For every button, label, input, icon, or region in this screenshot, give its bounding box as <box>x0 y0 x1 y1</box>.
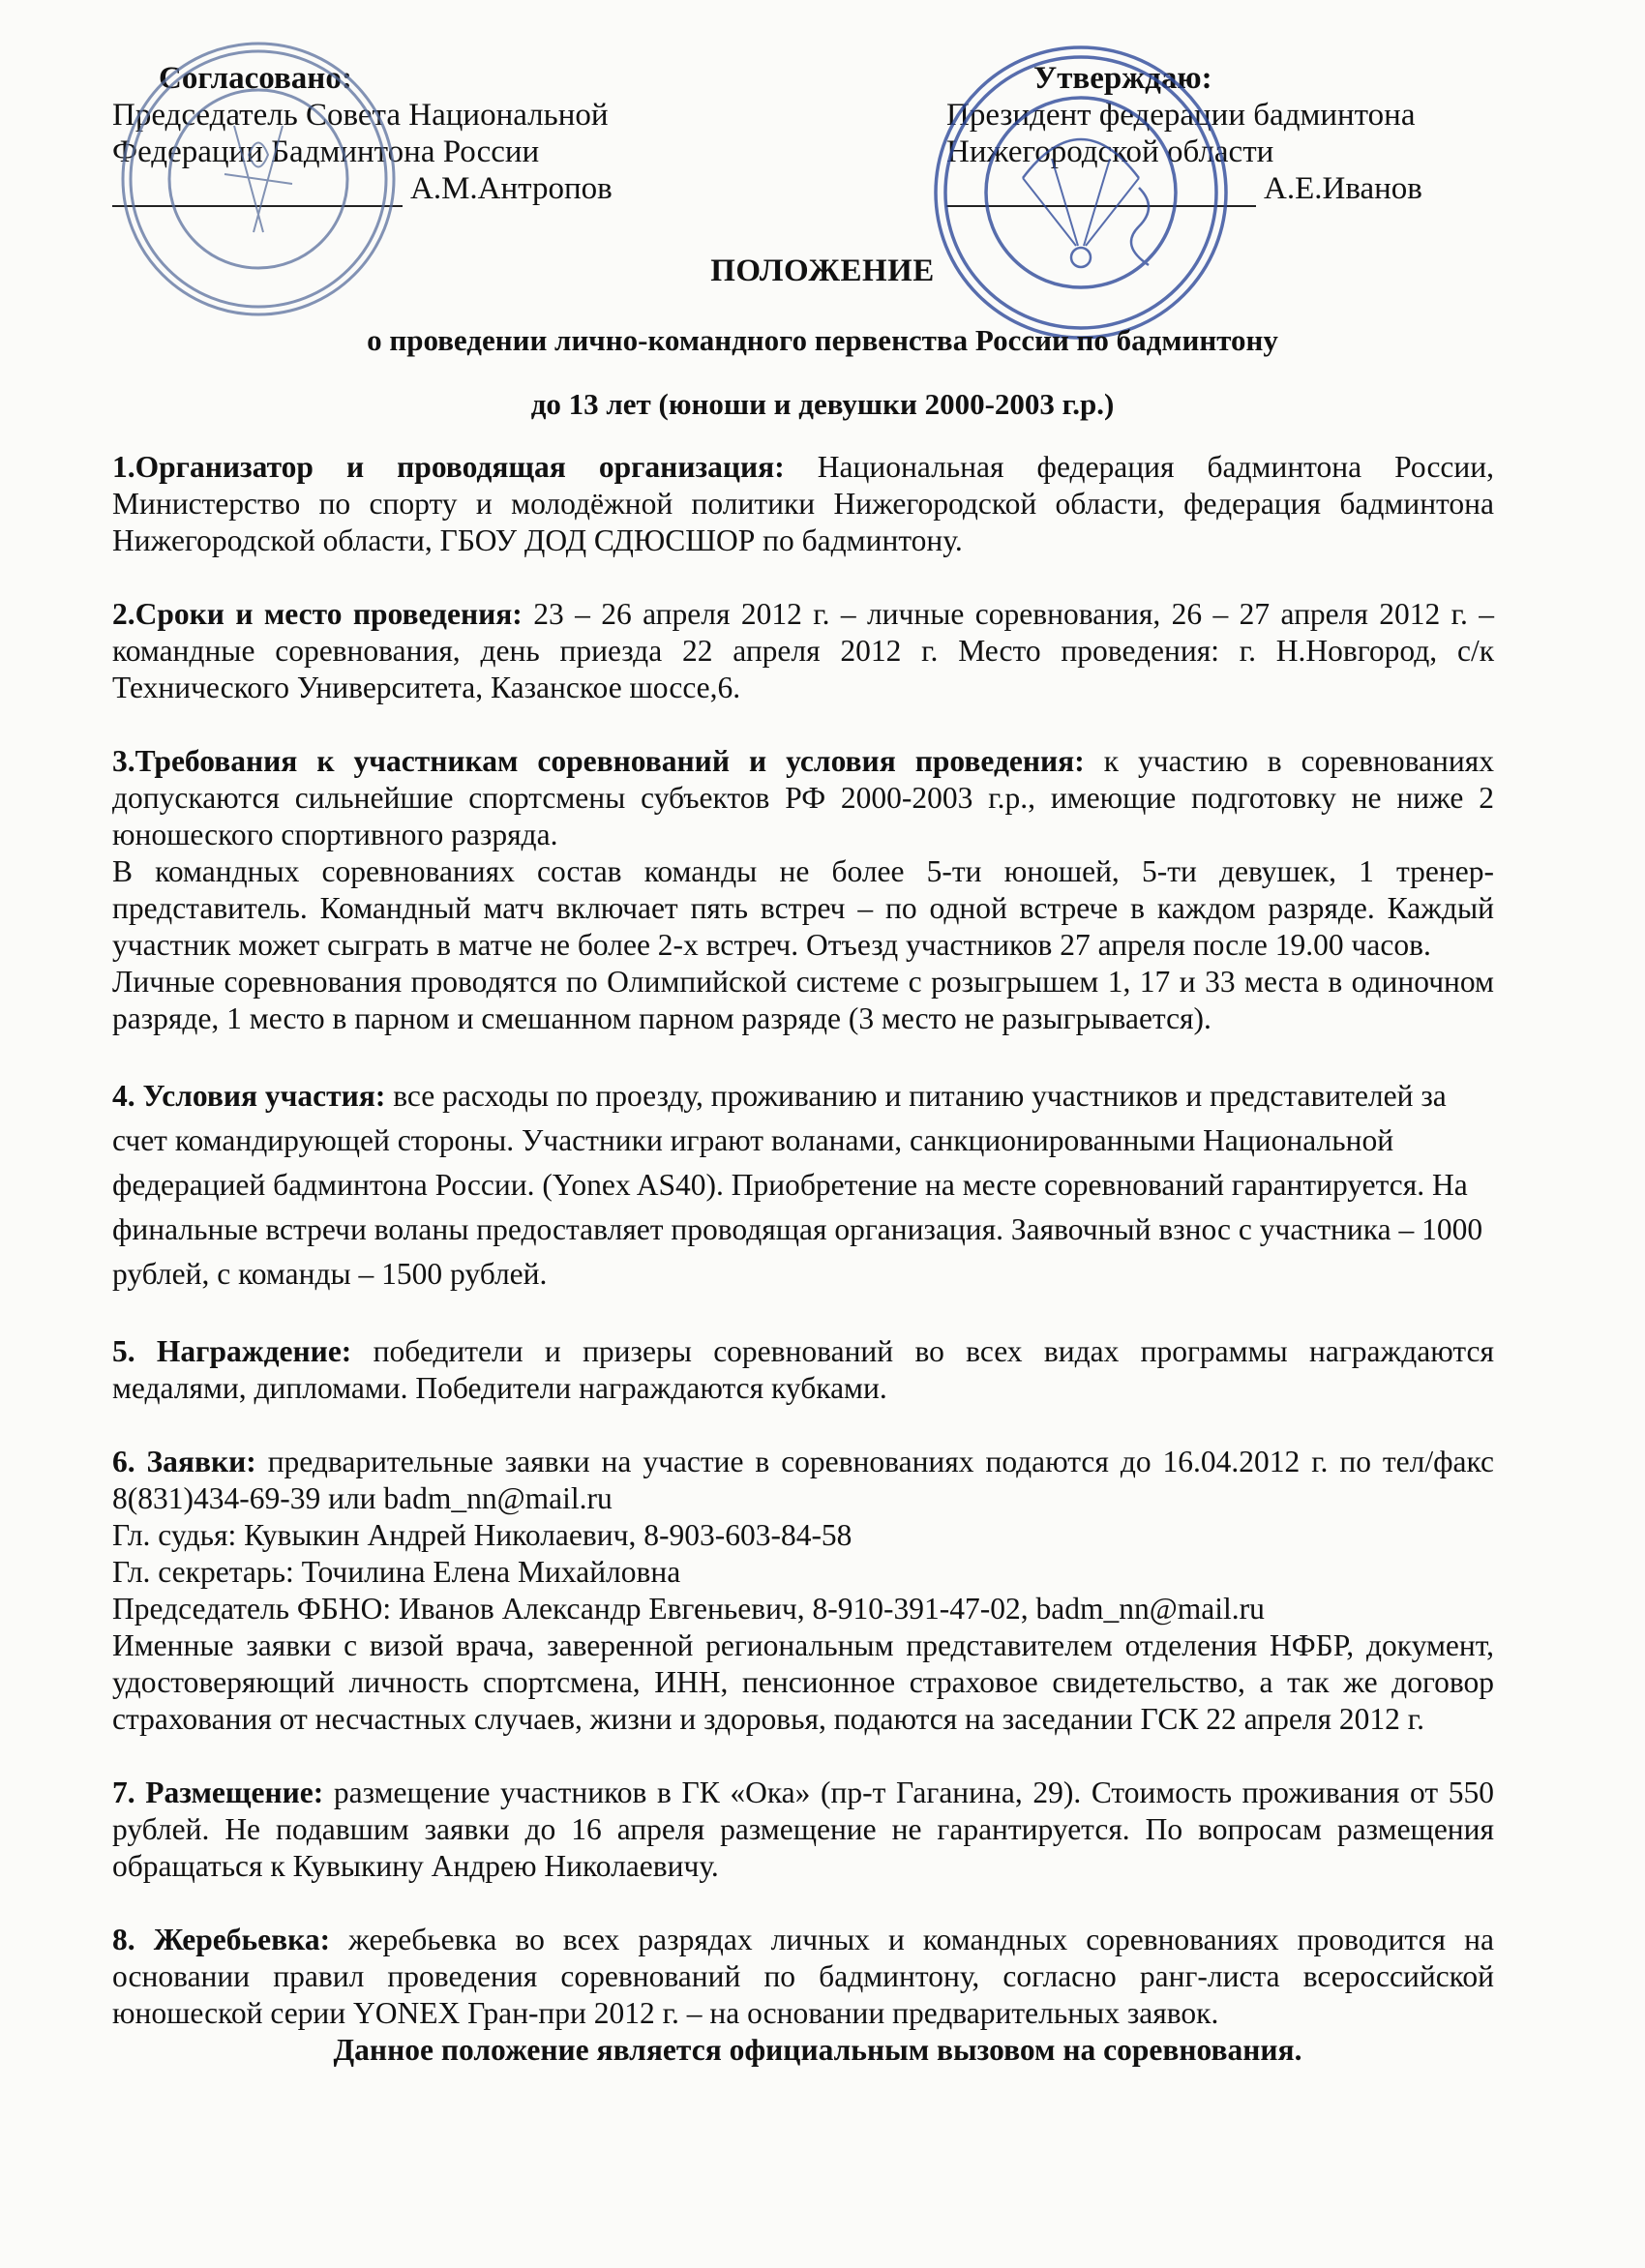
section-label: 8. Жеребьевка: <box>112 1923 331 1956</box>
section-paragraph <box>112 596 1494 706</box>
document-subtitle-2: до 13 лет (юноши и девушки 2000-2003 г.р.) <box>530 387 1115 421</box>
approval-left <box>112 60 654 207</box>
section-text: жеребьевка во всех разрядах личных и командных соревнованиях проводится на основании правил проведения соревнований по бадминтону, согласно ранг-листа всероссийской юношеской серии YONEX Гран-при 2012 г. – на основании предварительных заявок. <box>112 1923 1494 2030</box>
section-label: 4. Условия участия: <box>112 1079 386 1113</box>
approval-left-line2: Федерации Бадминтона России <box>112 134 540 169</box>
section-paragraph <box>112 743 1494 853</box>
section-awards <box>112 1333 1494 1407</box>
section-organizer <box>112 449 1494 559</box>
approval-left-title: Согласовано: <box>159 61 352 96</box>
section-text: к участию в соревнованиях допускаются сильнейшие спортсмены субъектов РФ 2000-2003 г.р., имеющие подготовку не ниже 2 юношеского спортивного разряда. <box>112 744 1494 851</box>
section-paragraph <box>112 1922 1494 2032</box>
section-label: 3.Требования к участникам соревнований и условия проведения: <box>112 744 1085 778</box>
section-paragraph: Гл. судья: Кувыкин Андрей Николаевич, 8-903-603-84-58 <box>112 1518 852 1552</box>
section-paragraph <box>112 1444 1494 1517</box>
closing-statement: Данное положение является официальным вызовом на соревнования. <box>333 2033 1302 2067</box>
section-applications <box>112 1444 1494 1738</box>
section-requirements <box>112 743 1494 1037</box>
section-paragraph: Именные заявки с визой врача, заверенной региональным представителем отделения НФБР, документ, удостоверяющий личность спортсмена, ИНН, пенсионное страховое свидетельство, а так же договор страхования от несчастных случаев, жизни и здоровья, подаются на заседании ГСК 22 апреля 2012 г. <box>112 1628 1494 1736</box>
approval-left-line1: Председатель Совета Национальной <box>112 98 609 133</box>
approval-right-title: Утверждаю: <box>1033 61 1212 96</box>
section-text: Национальная федерация бадминтона России, Министерство по спорту и молодёжной политики Нижегородской области, федерация бадминтона Нижегородской области, ГБОУ ДОД СДЮСШОР по бадминтону. <box>112 450 1494 557</box>
approval-left-signatory: А.М.Антропов <box>410 171 613 206</box>
section-dates-venue <box>112 596 1494 706</box>
section-paragraph <box>112 449 1494 559</box>
approval-right-line2: Нижегородской области <box>946 134 1274 169</box>
section-paragraph: В командных соревнованиях состав команды не более 5-ти юношей, 5-ти девушек, 1 тренер-представитель. Командный матч включает пять встреч – по одной встрече в каждом разряде. Каждый участник может сыграть в матче не более 2-х встреч. Отъезд участников 27 апреля после 19.00 часов. <box>112 854 1494 962</box>
signature-line <box>112 176 403 207</box>
section-paragraph <box>112 1074 1494 1297</box>
section-text: победители и призеры соревнований во всех видах программы награждаются медалями, дипломами. Победители награждаются кубками. <box>112 1334 1494 1405</box>
section-text: размещение участников в ГК «Ока» (пр-т Гаганина, 29). Стоимость проживания от 550 рублей. Не подавшим заявки до 16 апреля размещение не гарантируется. По вопросам размещения обращаться к Кувыкину Андрею Николаевичу. <box>112 1776 1494 1883</box>
section-paragraph: Гл. секретарь: Точилина Елена Михайловна <box>112 1555 681 1589</box>
section-participation <box>112 1074 1494 1297</box>
section-label: 5. Награждение: <box>112 1334 352 1368</box>
section-paragraph <box>112 1333 1494 1407</box>
section-paragraph: Личные соревнования проводятся по Олимпийской системе с розыгрышем 1, 17 и 33 места в одиночном разряде, 1 место в парном и смешанном парном разряде (3 место не разыгрывается). <box>112 965 1494 1035</box>
section-text: 23 – 26 апреля 2012 г. – личные соревнования, 26 – 27 апреля 2012 г. – командные соревнования, день приезда 22 апреля 2012 г. Место проведения: г. Н.Новгород, с/к Технического Университета, Казанское шоссе,6. <box>112 597 1494 704</box>
document-title: ПОЛОЖЕНИЕ <box>710 254 935 288</box>
section-paragraph <box>112 1775 1494 1885</box>
section-paragraph: Председатель ФБНО: Иванов Александр Евгеньевич, 8-910-391-47-02, badm_nn@mail.ru <box>112 1592 1265 1626</box>
section-label: 6. Заявки: <box>112 1445 256 1478</box>
approval-left-signature-row <box>112 170 654 207</box>
document-subtitle-1: о проведении лично-командного первенства России по бадминтону <box>367 323 1278 357</box>
section-draw <box>112 1922 1494 2032</box>
section-label: 2.Сроки и место проведения: <box>112 597 523 631</box>
section-accommodation <box>112 1775 1494 1885</box>
signature-line <box>946 176 1256 207</box>
approval-right-line1: Президент федерации бадминтона <box>946 98 1416 133</box>
section-text: предварительные заявки на участие в соревнованиях подаются до 16.04.2012 г. по тел/факс 8(831)434-69-39 или badm_nn@mail.ru <box>112 1445 1494 1515</box>
approval-right-signatory: А.Е.Иванов <box>1264 171 1422 206</box>
section-label: 7. Размещение: <box>112 1776 324 1809</box>
document-body <box>112 449 1494 2069</box>
approval-right-signature-row <box>946 170 1450 207</box>
section-text: все расходы по проезду, проживанию и питанию участников и представителей за счет командирующей стороны. Участники играют воланами, санкционированными Национальной федерацией бадминтона России. (Yonex AS40). Приобретение на месте соревнований гарантируется. На финальные встречи воланы предоставляет проводящая организация. Заявочный взнос с участника – 1000 рублей, с команды – 1500 рублей. <box>112 1079 1483 1291</box>
approval-right <box>946 60 1450 207</box>
section-label: 1.Организатор и проводящая организация: <box>112 450 785 484</box>
